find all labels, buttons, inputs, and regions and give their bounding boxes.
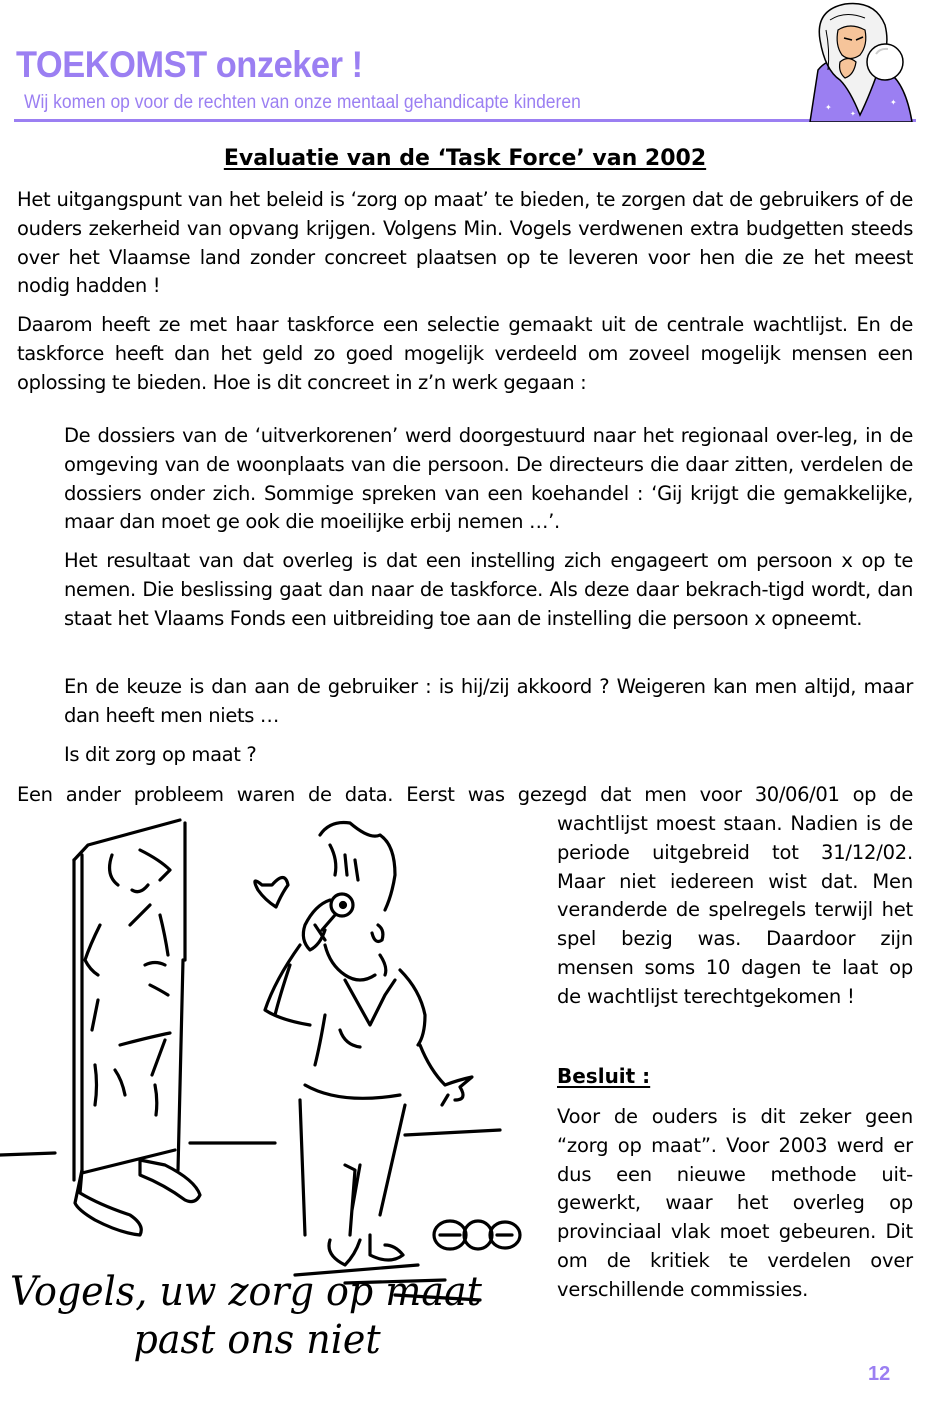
svg-text:✦: ✦ xyxy=(825,103,832,112)
conclusion-heading: Besluit : xyxy=(557,1064,651,1088)
indented-paragraph-dossiers: De dossiers van de ‘uitverkorenen’ werd doorgestuurd naar het regionaal over-leg, in de omgeving van de woonplaats van die persoon. De directeurs die daar zitten, verdelen de dossiers onder zich. Sommige spreken van een koehandel : ‘Gij krijgt die gemakkelijke, maar dan moet ge ook die moeilijke erbij nemen …’. xyxy=(64,424,913,534)
masthead-tagline: Wij komen op voor de rechten van onze mentaal gehandicapte kinderen xyxy=(24,92,581,113)
mirror-icon xyxy=(74,820,200,1235)
masthead-title: TOEKOMST onzeker ! xyxy=(16,44,363,85)
indented-question: Is dit zorg op maat ? xyxy=(64,743,257,766)
cartoon-caption-line2: past ons niet xyxy=(133,1317,381,1363)
indented-paragraph-keuze: En de keuze is dan aan de gebruiker : is hij/zij akkoord ? Weigeren kan men altijd, maar dan heeft men niets … xyxy=(64,675,913,727)
svg-text:✦: ✦ xyxy=(890,98,897,107)
intro-paragraph: Het uitgangspunt van het beleid is ‘zorg op maat’ te bieden, te zorgen dat de gebruikers of de ouders zekerheid van opvang krijgen. Volgens Min. Vogels verdwenen extra budgetten steeds over het Vlaamse land zonder concreet plaatsen op te leveren voor hen die ze het meest nodig hadden ! xyxy=(17,188,913,298)
indented-paragraph-resultaat: Het resultaat van dat overleg is dat een instelling zich engageert om persoon x op te nemen. Die beslissing gaat dan naar de taskforce. Als deze daar bekrach-tigd wordt, dan staat het Vlaams Fonds een uitbreiding toe aan de instelling die persoon x opneemt. xyxy=(64,549,913,630)
glasses-icon xyxy=(434,1221,520,1249)
article-title-text: Evaluatie van de ‘Task Force’ van 2002 xyxy=(223,146,707,171)
cartoon-caption xyxy=(10,1268,485,1364)
data-paragraph-lead: Een ander probleem waren de data. Eerst was gezegd dat men voor 30/06/01 op de xyxy=(17,783,913,806)
article-title xyxy=(0,146,930,171)
heart-icon xyxy=(255,878,288,908)
woman-figure-icon xyxy=(265,823,480,1301)
svg-text:✦: ✦ xyxy=(850,110,856,118)
masthead-divider xyxy=(14,119,916,122)
cartoon-caption-line1: Vogels, uw zorg op maat xyxy=(10,1269,482,1315)
wizard-logo-icon xyxy=(790,0,920,122)
conclusion-paragraph: Voor de ouders is dit zeker geen “zorg op maat”. Voor 2003 werd er dus een nieuwe methode uit-gewerkt, waar het overleg op provinciaal vlak moet gebeuren. Dit om de kritiek te verdelen over verschillende commissies. xyxy=(557,1105,913,1301)
taskforce-paragraph: Daarom heeft ze met haar taskforce een selectie gemaakt uit de centrale wachtlijst. En de taskforce heeft dan het geld zo goed mogelijk verdeeld om zoveel mogelijk mensen een oplossing te bieden. Hoe is dit concreet in z’n werk gegaan : xyxy=(17,313,913,394)
page-number: 12 xyxy=(868,1363,891,1385)
data-paragraph-rest: wachtlijst moest staan. Nadien is de periode uitgebreid tot 31/12/02. Maar niet iedereen wist dat. Men veranderde de spelregels terwijl het spel bezig was. Daardoor zijn mensen soms 10 dagen te laat op de wachtlijst terechtgekomen ! xyxy=(557,812,913,1008)
